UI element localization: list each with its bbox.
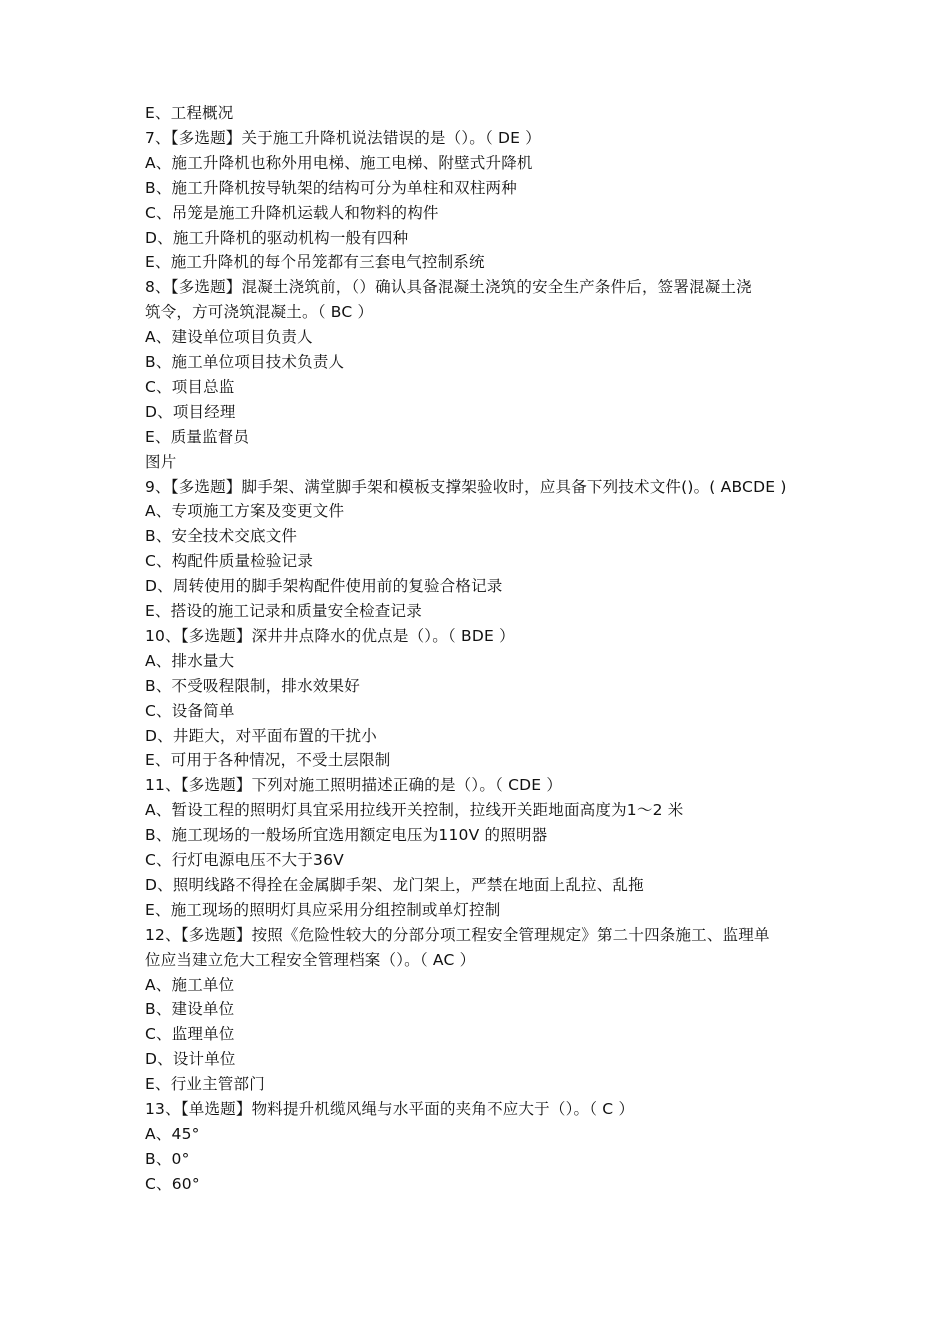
text-line: A、专项施工方案及变更文件 — [145, 502, 345, 521]
text-line: E、行业主管部门 — [145, 1075, 265, 1094]
text-line: D、周转使用的脚手架构配件使用前的复验合格记录 — [145, 577, 503, 596]
text-line: E、质量监督员 — [145, 427, 250, 446]
text-line: D、设计单位 — [145, 1050, 236, 1069]
text-line: A、施工单位 — [145, 975, 235, 994]
text-line: D、井距大，对平面布置的干扰小 — [145, 726, 377, 745]
text-line: A、排水量大 — [145, 651, 235, 670]
text-line: B、建设单位 — [145, 1000, 235, 1019]
text-line: C、设备简单 — [145, 701, 235, 720]
text-line: E、搭设的施工记录和质量安全检查记录 — [145, 602, 422, 620]
text-line: A、暂设工程的照明灯具宜采用拉线开关控制，拉线开关距地面高度为1～2 米 — [145, 801, 684, 820]
text-line: 8、【多选题】混凝土浇筑前，（）确认具备混凝土浇筑的安全生产条件后，签署混凝土浇 — [145, 278, 752, 297]
text-line: 10、【多选题】深井井点降水的优点是（）。（ BDE ） — [145, 626, 515, 645]
text-line: B、施工单位项目技术负责人 — [145, 353, 345, 371]
text-line: D、照明线路不得拴在金属脚手架、龙门架上，严禁在地面上乱拉、乱拖 — [145, 875, 644, 894]
text-line: D、项目经理 — [145, 402, 236, 421]
text-line: C、吊笼是施工升降机运载人和物料的构件 — [145, 203, 439, 222]
text-line: C、项目总监 — [145, 377, 235, 396]
text-line: A、45° — [145, 1124, 200, 1143]
text-line: 7、【多选题】关于施工升降机说法错误的是（）。（ DE ） — [145, 128, 541, 147]
text-line: 9、【多选题】脚手架、满堂脚手架和模板支撑架验收时，应具备下列技术文件()。( ABCDE ) — [145, 477, 787, 496]
text-line: A、建设单位项目负责人 — [145, 328, 313, 347]
text-line: 图片 — [145, 452, 177, 471]
text-line: A、施工升降机也称外用电梯、施工电梯、附壁式升降机 — [145, 153, 533, 172]
text-line: C、构配件质量检验记录 — [145, 552, 314, 571]
text-line: 筑令，方可浇筑混凝土。（ BC ） — [145, 303, 374, 322]
text-line: 12、【多选题】按照《危险性较大的分部分项工程安全管理规定》第二十四条施工、监理单 — [145, 925, 770, 944]
text-line: B、安全技术交底文件 — [145, 527, 298, 546]
text-line: E、可用于各种情况，不受土层限制 — [145, 751, 391, 770]
text-line: E、工程概况 — [145, 104, 234, 122]
text-line: E、施工升降机的每个吊笼都有三套电气控制系统 — [145, 253, 485, 272]
text-line: D、施工升降机的驱动机构一般有四种 — [145, 228, 409, 247]
text-line: 13、【单选题】物料提升机缆风绳与水平面的夹角不应大于（）。（ C ） — [145, 1100, 635, 1118]
text-line: B、不受吸程限制，排水效果好 — [145, 676, 360, 695]
text-line: C、60° — [145, 1174, 200, 1193]
text-line: 位应当建立危大工程安全管理档案（）。（ AC ） — [145, 950, 476, 969]
text-line: B、施工升降机按导轨架的结构可分为单柱和双柱两种 — [145, 178, 517, 197]
text-line: 11、【多选题】下列对施工照明描述正确的是（）。（ CDE ） — [145, 776, 563, 795]
text-line: C、行灯电源电压不大于36V — [145, 851, 344, 869]
text-line: B、0° — [145, 1149, 190, 1168]
text-line: E、施工现场的照明灯具应采用分组控制或单灯控制 — [145, 900, 501, 919]
text-line: C、监理单位 — [145, 1025, 235, 1044]
text-line: B、施工现场的一般场所宜选用额定电压为110V 的照明器 — [145, 826, 548, 845]
